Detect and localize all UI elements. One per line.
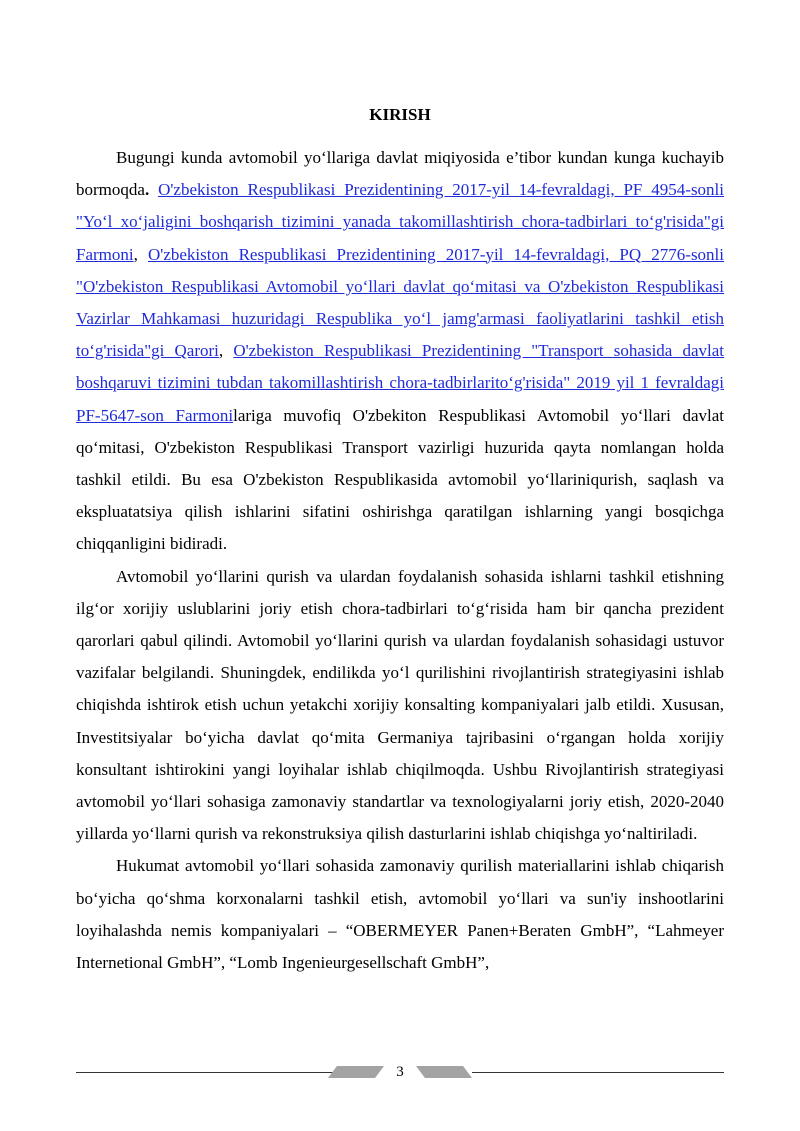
page-footer bbox=[76, 1062, 724, 1086]
resolution-pq-2776-link[interactable]: O'zbekiston Respublikasi Prezidentining 2017-yil 14-fevraldagi, PQ 2776-sonli "O'zbekiston Respublikasi Avtomobil yo‘llari davlat qo‘mitasi va O'zbekiston Respublikasi Vazirlar Mahkamasi huzuridagi Respublika yo‘l jamg'armasi faoliyatlarini tashkil etish to‘g'risida"gi Qarori bbox=[76, 244, 724, 361]
decree-pf-5647-link[interactable]: O'zbekiston Respublikasi Prezidentining "Transport sohasida davlat boshqaruvi tizimini tubdan takomillashtirish chora-tadbirlarito‘g'risida" 2019 yil 1 fevraldagi PF-5647-son Farmoni bbox=[76, 341, 725, 425]
paragraph-1 bbox=[76, 142, 724, 561]
footer-rule-left bbox=[76, 1072, 340, 1073]
footer-tab-left bbox=[328, 1066, 384, 1078]
footer-tab-right bbox=[416, 1066, 472, 1078]
separator-1: , bbox=[133, 244, 148, 264]
footer-rule-right bbox=[472, 1072, 724, 1073]
page-number: 3 bbox=[396, 1064, 404, 1080]
paragraph-1-body: lariga muvofiq O'zbekiton Respublikasi Avtomobil yo‘llari davlat qo‘mitasi, O'zbekiston Respublikasi Transport vazirligi huzurida qayta nomlangan holda tashkil etildi. Bu esa O'zbekiston Respublikasida avtomobil yo‘llariniqurish, saqlash va ekspluatatsiya qilish ishlarini sifatini oshirishga qaratilgan ishlarning yangi bosqichga chiqqanligini bidiradi. bbox=[76, 405, 724, 554]
body-text bbox=[76, 142, 724, 979]
decree-pf-4954-link[interactable]: O'zbekiston Respublikasi Prezidentining 2017-yil 14-fevraldagi, PF 4954-sonli "Yo‘l xo‘jaligini boshqarish tizimini yanada takomillashtirish chora-tadbirlari to‘g'risida"gi Farmoni bbox=[76, 180, 725, 264]
paragraph-1-intro: Bugungi kunda avtomobil yo‘llariga davlat miqiyosida e’tibor kundan kunga kuchayib bormoqda bbox=[76, 148, 724, 200]
paragraph-3: Hukumat avtomobil yo‘llari sohasida zamonaviy qurilish materiallarini ishlab chiqarish bo‘yicha qo‘shma korxonalarni tashkil etish, avtomobil yo‘llari va sun'iy inshootlarini loyihalashda nemis kompaniyalari – “OBERMEYER Panen+Beraten GmbH”, “Lahmeyer Internetional GmbH”, “Lomb Ingenieurgesellschaft GmbH”, bbox=[76, 856, 724, 973]
section-heading: KIRISH bbox=[369, 105, 431, 124]
paragraph-2: Avtomobil yo‘llarini qurish va ulardan foydalanish sohasida ishlarni tashkil etishning ilg‘or xorijiy uslublarini joriy etish chora-tadbirlari to‘g‘risida ham bir qancha prezident qarorlari qabul qilindi. Avtomobil yo‘llarini qurish va ulardan foydalanish sohasidagi ustuvor vazifalar belgilandi. Shuningdek, endilikda yo‘l qurilishini rivojlantirish strategiyasini ishlab chiqishda ishtirok etish uchun yetakchi xorijiy konsalting kompaniyalari jalb etildi. Xususan, Investitsiyalar bo‘yicha davlat qo‘mita Germaniya tajribasini o‘rgangan holda xorijiy konsultant ishtirokini yangi loyihalar ishlab chiqilmoqda. Ushbu Rivojlantirish strategiyasi avtomobil yo‘llari sohasiga zamonaviy standartlar va texnologiyalarni joriy etish, 2020-2040 yillarda yo‘llarni qurish va rekonstruksiya qilish dasturlarini ishlab chiqishga yo‘naltiriladi. bbox=[76, 566, 724, 844]
separator-2: , bbox=[218, 341, 234, 361]
paragraph-1-bold-period: . bbox=[144, 180, 159, 200]
